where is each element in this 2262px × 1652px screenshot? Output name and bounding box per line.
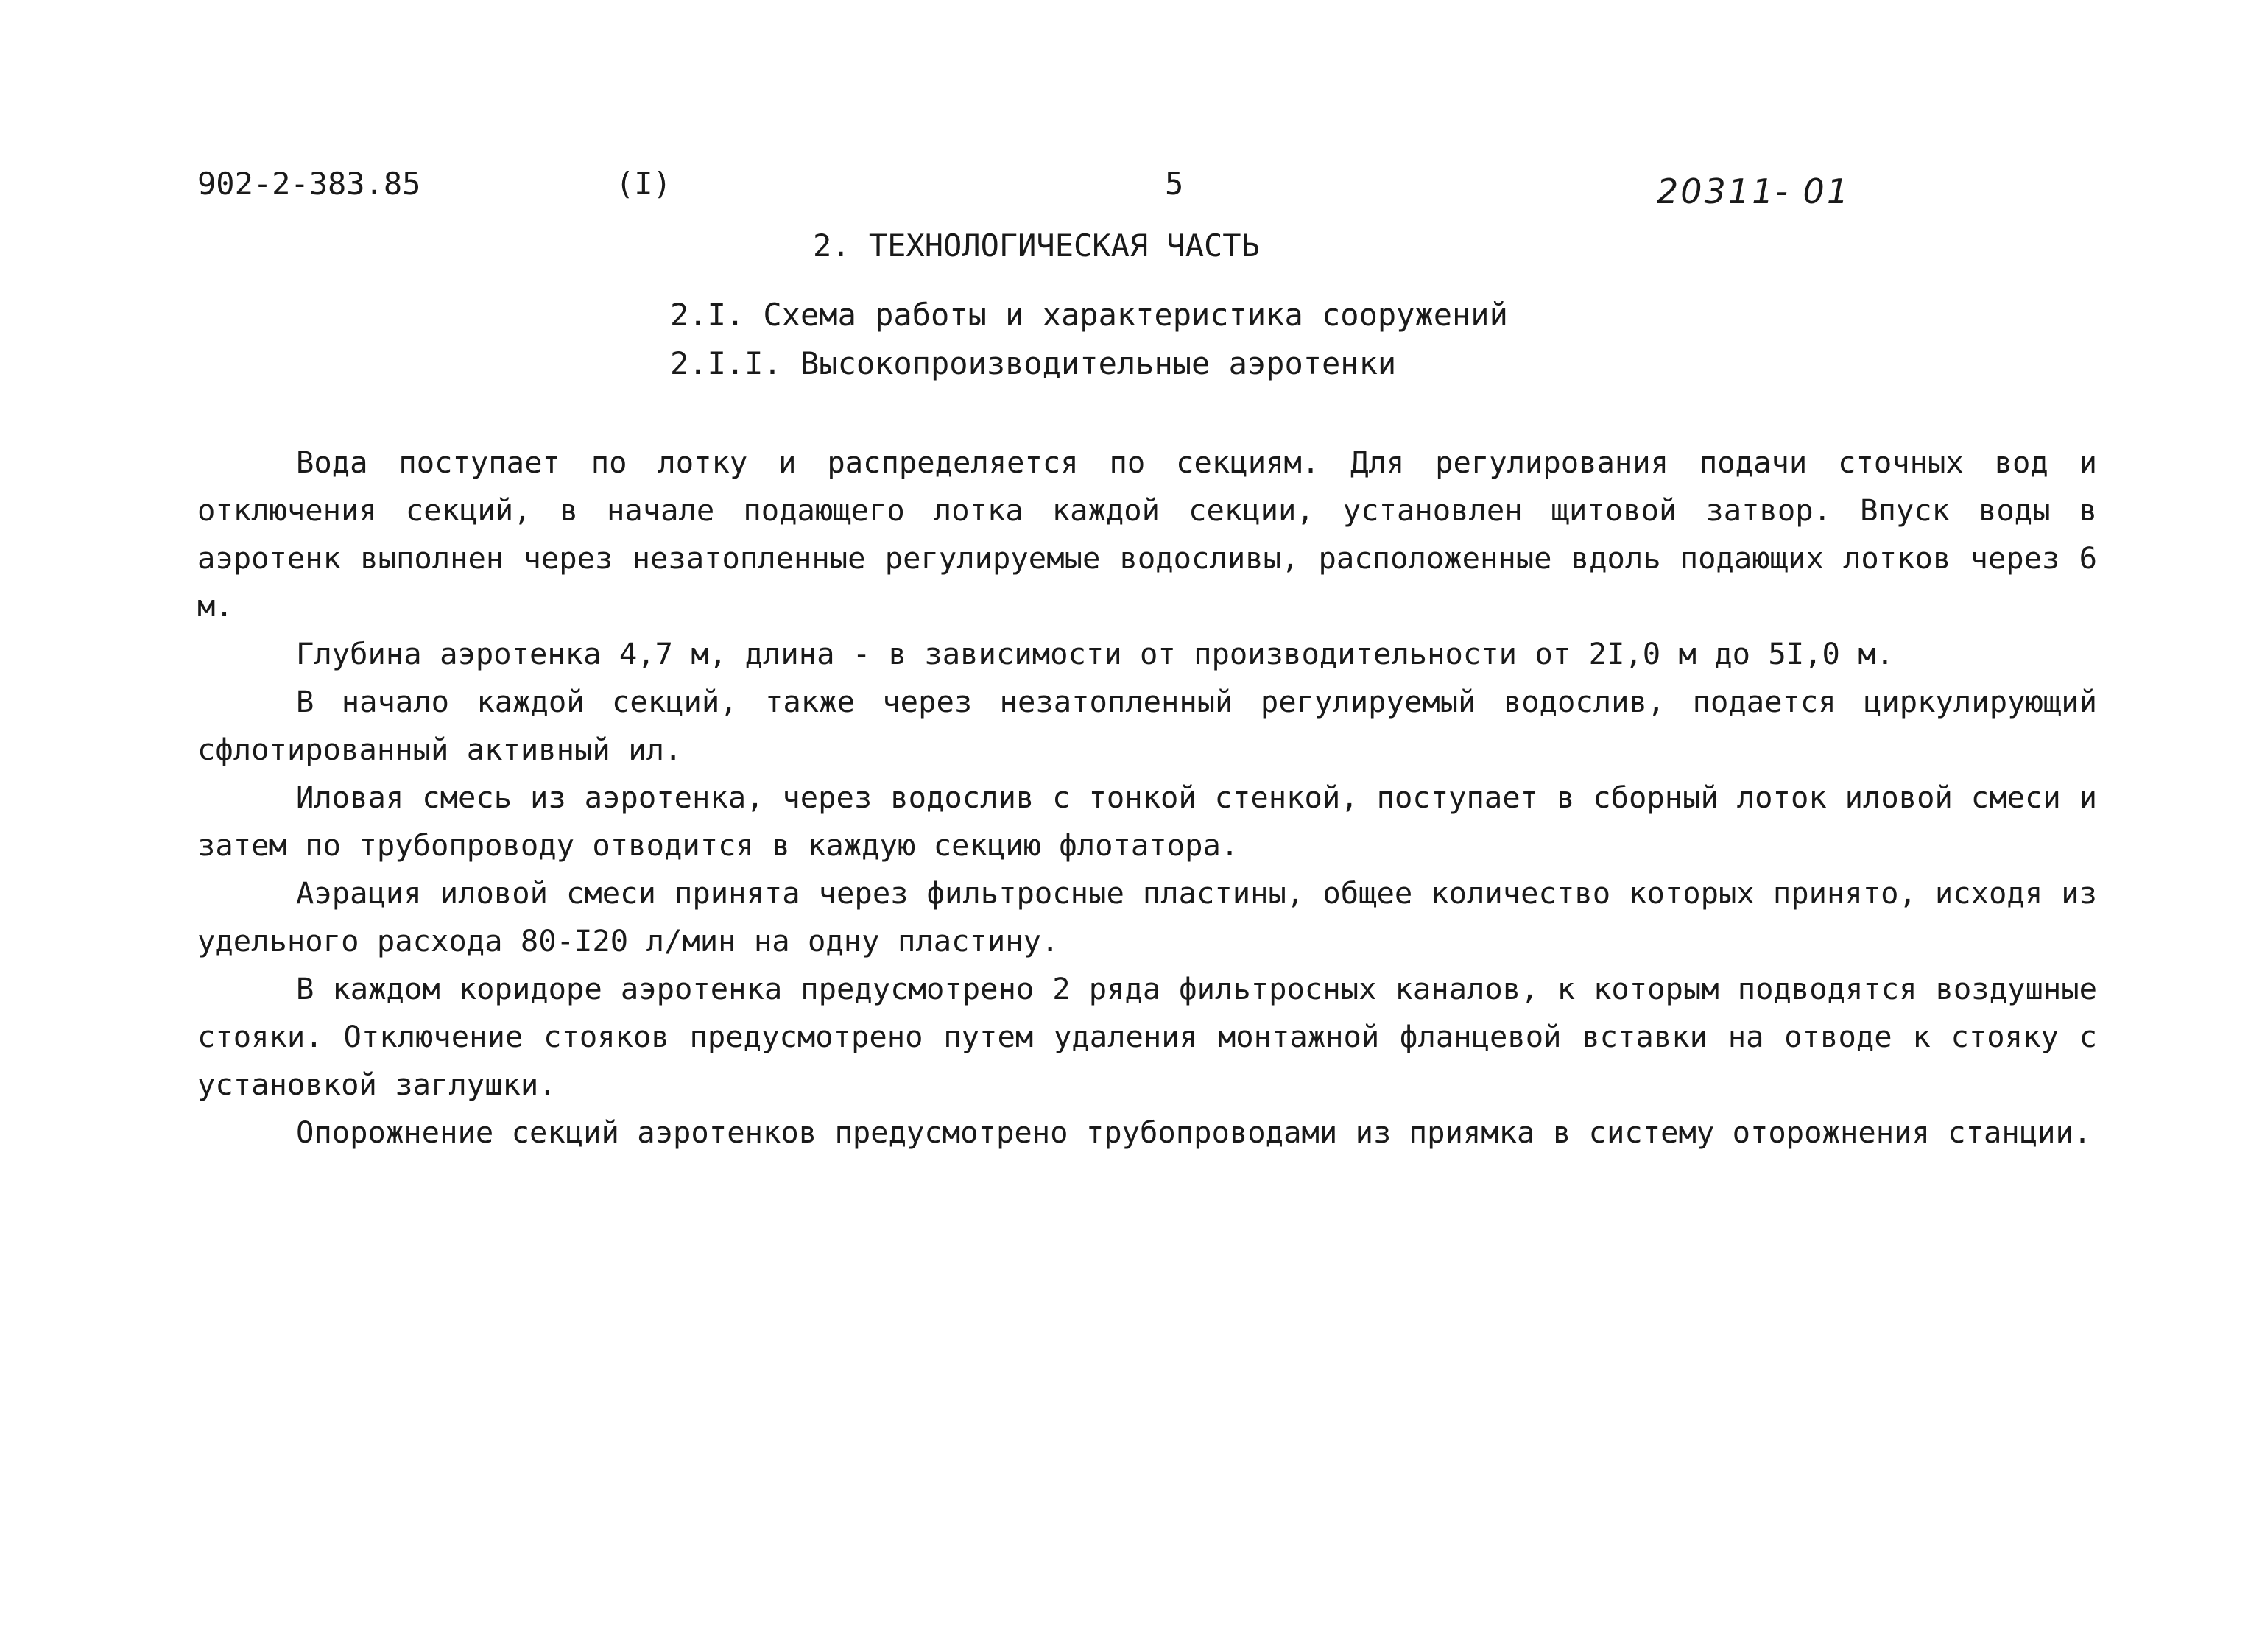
document-code: 902-2-383.85 [197,166,421,202]
section-title: 2. ТЕХНОЛОГИЧЕСКАЯ ЧАСТЬ [813,227,1260,264]
paragraph: Иловая смесь из аэротенка, через водослив с тонкой стенкой, поступает в сборный лоток иловой смеси и затем по трубопроводу отводится в каждую секцию флотатора. [197,780,2097,863]
revision-mark: (I) [616,166,672,202]
paragraph: Вода поступает по лотку и распределяется по секциям. Для регулирования подачи сточных вод и отключения секций, в начале подающего лотка каждой секции, установлен щитовой затвор. Впуск воды в аэротенк выполнен через незатопленные регулируемые водосливы, расположенные вдоль подающих лотков через 6 м. [197,445,2097,624]
paragraph: В начало каждой секций, также через незатопленный регулируемый водослив, подается циркулирующий сфлотированный активный ил. [197,684,2097,767]
subsubsection-title: 2.I.I. Высокопроизводительные аэротенки [670,345,1397,381]
paragraph: Глубина аэротенка 4,7 м, длина - в зависимости от производительности от 2I,0 м до 5I,0 м. [296,636,1895,671]
paragraph: Аэрация иловой смеси принята через фильтросные пластины, общее количество которых принято, исходя из удельного расхода 80-I20 л/мин на одну пластину. [197,875,2097,959]
body-text [197,439,2097,1157]
paragraph: В каждом коридоре аэротенка предусмотрено 2 ряда фильтросных каналов, к которым подводятся воздушные стояки. Отключение стояков предусмотрено путем удаления монтажной фланцевой вставки на отводе к стояку с установкой заглушки. [197,971,2097,1102]
page-number: 5 [1165,166,1184,202]
paragraph: Опорожнение секций аэротенков предусмотрено трубопроводами из приямка в систему оторожнения станции. [296,1115,2092,1150]
subsection-title: 2.I. Схема работы и характеристика сооружений [670,297,1508,333]
archive-id: 20311- 01 [1657,172,1851,211]
